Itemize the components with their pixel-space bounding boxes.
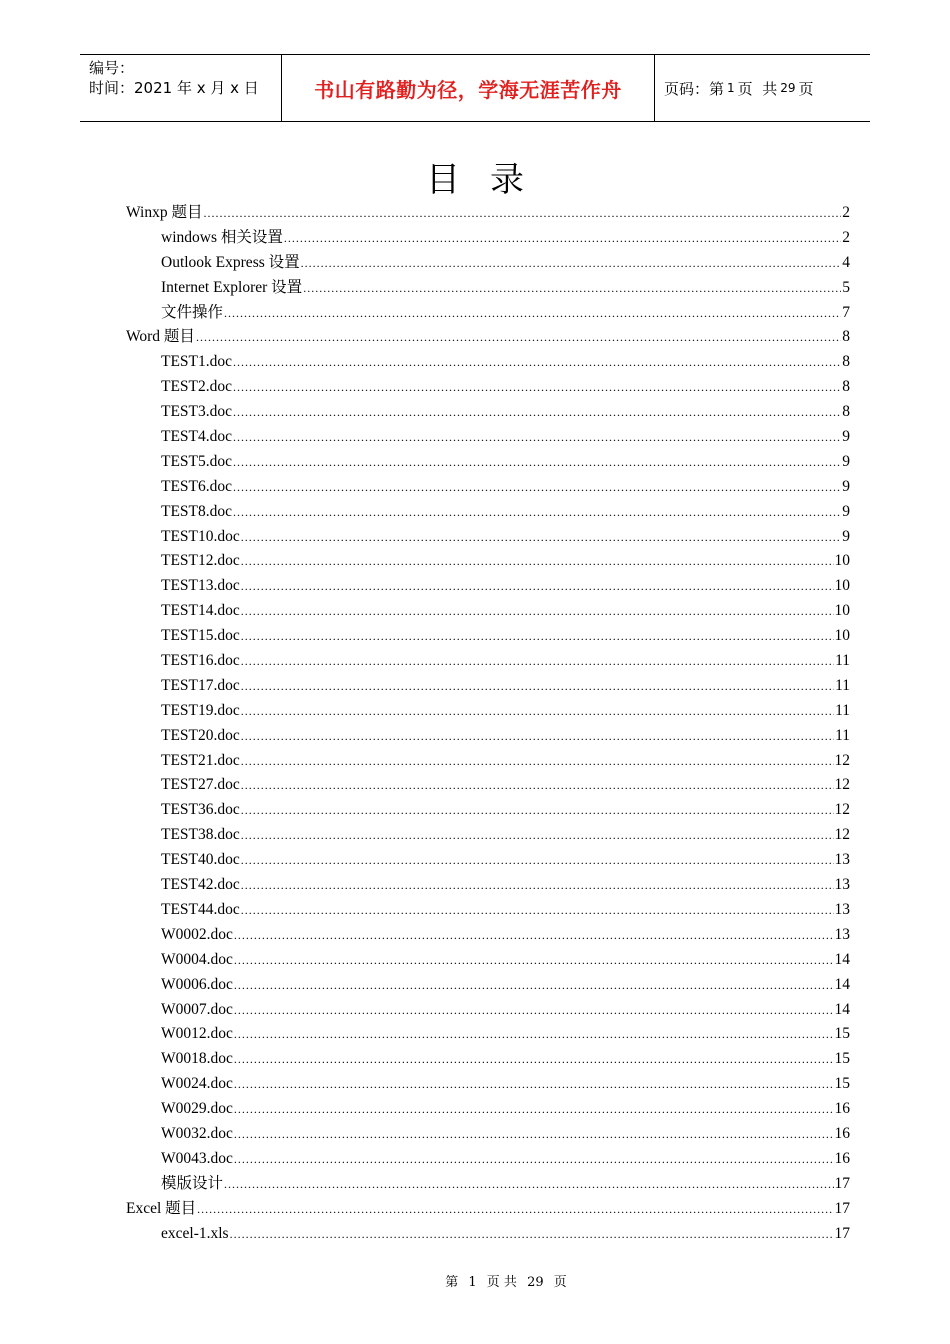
- toc-entry[interactable]: [126, 301, 850, 326]
- toc-entry-label: W0043.doc: [161, 1149, 233, 1167]
- toc-entry-page: 9: [842, 527, 850, 545]
- toc-dot-leader: [233, 425, 841, 450]
- toc-entry-label: W0018.doc: [161, 1050, 233, 1068]
- toc-entry-page: 9: [842, 428, 850, 446]
- date-label: 时间：2021 年 x 月 x 日: [89, 79, 259, 97]
- toc-entry-page: 11: [835, 701, 850, 719]
- toc-entry-page: 2: [842, 228, 850, 246]
- page-prefix: 页码：第: [664, 79, 725, 98]
- toc-entry[interactable]: [126, 674, 850, 699]
- toc-entry-page: 8: [842, 328, 850, 346]
- toc-dot-leader: [241, 873, 834, 898]
- toc-dot-leader: [241, 699, 834, 724]
- toc-entry[interactable]: [126, 325, 850, 350]
- page-total: 29: [780, 81, 796, 95]
- toc-entry-page: 9: [842, 502, 850, 520]
- toc-dot-leader: [241, 549, 834, 574]
- toc-dot-leader: [233, 475, 841, 500]
- toc-entry-label: TEST8.doc: [161, 502, 233, 520]
- toc-dot-leader: [234, 1047, 834, 1072]
- toc-dot-leader: [230, 1222, 834, 1247]
- page-footer: [0, 1271, 950, 1290]
- toc-dot-leader: [234, 998, 834, 1023]
- toc-dot-leader: [197, 1197, 833, 1222]
- toc-entry[interactable]: [126, 1122, 850, 1147]
- toc-entry-label: 模版设计: [161, 1174, 224, 1192]
- toc-entry-label: TEST10.doc: [161, 527, 240, 545]
- toc-dot-leader: [241, 848, 834, 873]
- toc-dot-leader: [234, 1022, 834, 1047]
- toc-entry[interactable]: [126, 1222, 850, 1247]
- toc-entry-label: TEST4.doc: [161, 428, 233, 446]
- toc-entry-label: TEST14.doc: [161, 602, 240, 620]
- toc-dot-leader: [233, 375, 841, 400]
- toc-entry-label: W0006.doc: [161, 975, 233, 993]
- toc-dot-leader: [241, 749, 834, 774]
- toc-entry-label: Outlook Express 设置: [161, 253, 300, 271]
- footer-mid: 页 共: [486, 1275, 517, 1290]
- toc-entry[interactable]: [126, 898, 850, 923]
- toc-entry-label: Word 题目: [126, 328, 195, 346]
- toc-entry-label: TEST15.doc: [161, 627, 240, 645]
- toc-entry-page: 14: [834, 975, 850, 993]
- toc-entry[interactable]: [126, 276, 850, 301]
- footer-current: 1: [468, 1275, 477, 1290]
- toc-entry-label: TEST3.doc: [161, 403, 233, 421]
- toc-entry-label: W0012.doc: [161, 1025, 233, 1043]
- toc-entry-label: windows 相关设置: [161, 228, 283, 246]
- toc-entry-label: W0032.doc: [161, 1124, 233, 1142]
- toc-entry-label: W0004.doc: [161, 950, 233, 968]
- toc-entry-label: TEST13.doc: [161, 577, 240, 595]
- toc-entry-label: W0007.doc: [161, 1000, 233, 1018]
- toc-entry-label: W0024.doc: [161, 1075, 233, 1093]
- toc-entry[interactable]: [126, 724, 850, 749]
- toc-entry-page: 4: [842, 253, 850, 271]
- toc-entry[interactable]: [126, 973, 850, 998]
- toc-entry-label: TEST38.doc: [161, 826, 240, 844]
- toc-entry[interactable]: [126, 500, 850, 525]
- toc-entry-page: 11: [835, 652, 850, 670]
- toc-dot-leader: [241, 823, 834, 848]
- toc-dot-leader: [241, 624, 834, 649]
- toc-entry-page: 10: [834, 577, 850, 595]
- toc-entry-page: 12: [834, 751, 850, 769]
- toc-entry-label: TEST40.doc: [161, 851, 240, 869]
- toc-entry-page: 12: [834, 826, 850, 844]
- toc-entry[interactable]: [126, 1172, 850, 1197]
- toc-entry-page: 12: [834, 801, 850, 819]
- toc-dot-leader: [233, 350, 841, 375]
- toc-entry-page: 13: [834, 876, 850, 894]
- toc-entry-page: 17: [834, 1174, 850, 1192]
- table-of-contents: [126, 201, 850, 1246]
- page-suffix: 页: [798, 79, 814, 98]
- toc-entry-label: excel-1.xls: [161, 1224, 229, 1242]
- toc-entry[interactable]: [126, 773, 850, 798]
- footer-total: 29: [527, 1275, 544, 1290]
- toc-entry-page: 2: [842, 204, 850, 221]
- toc-dot-leader: [234, 923, 834, 948]
- toc-dot-leader: [241, 674, 834, 699]
- toc-entry[interactable]: [126, 998, 850, 1023]
- toc-entry-label: TEST5.doc: [161, 452, 233, 470]
- toc-entry-page: 16: [834, 1124, 850, 1142]
- header-page-info: [655, 55, 870, 121]
- toc-dot-leader: [301, 251, 842, 276]
- toc-entry-label: Excel 题目: [126, 1199, 197, 1217]
- toc-entry-page: 10: [834, 602, 850, 620]
- toc-entry-page: 10: [834, 627, 850, 645]
- toc-entry[interactable]: [126, 923, 850, 948]
- serial-label: 编号：: [89, 59, 135, 77]
- toc-entry-page: 11: [835, 726, 850, 744]
- header-motto-cell: [281, 55, 655, 121]
- toc-entry-label: Internet Explorer 设置: [161, 278, 303, 296]
- toc-dot-leader: [234, 1097, 834, 1122]
- toc-entry[interactable]: [126, 475, 850, 500]
- toc-entry-page: 5: [842, 278, 850, 296]
- toc-dot-leader: [241, 724, 834, 749]
- toc-entry[interactable]: [126, 1047, 850, 1072]
- toc-dot-leader: [241, 599, 834, 624]
- toc-entry-page: 14: [834, 1000, 850, 1018]
- toc-dot-leader: [234, 973, 834, 998]
- toc-entry-page: 7: [842, 303, 850, 321]
- toc-dot-leader: [224, 301, 841, 326]
- page-mid: 页 共: [737, 79, 778, 98]
- toc-entry-page: 11: [835, 676, 850, 694]
- toc-dot-leader: [233, 400, 841, 425]
- toc-entry[interactable]: [126, 1197, 850, 1222]
- toc-entry-page: 14: [834, 950, 850, 968]
- toc-entry[interactable]: [126, 823, 850, 848]
- toc-entry-page: 17: [834, 1199, 850, 1217]
- toc-entry[interactable]: [126, 450, 850, 475]
- toc-entry-label: TEST36.doc: [161, 801, 240, 819]
- toc-dot-leader: [233, 500, 841, 525]
- toc-entry-page: 12: [834, 776, 850, 794]
- toc-dot-leader: [234, 1072, 834, 1097]
- page-header: [80, 54, 870, 122]
- toc-dot-leader: [234, 948, 834, 973]
- toc-entry-label: Winxp 题目: [126, 204, 203, 221]
- toc-dot-leader: [234, 1122, 834, 1147]
- footer-prefix: 第: [445, 1275, 459, 1290]
- toc-dot-leader: [241, 649, 834, 674]
- toc-entry-page: 16: [834, 1100, 850, 1118]
- footer-suffix: 页: [553, 1275, 567, 1290]
- toc-entry-page: 15: [834, 1050, 850, 1068]
- header-meta: [80, 55, 281, 121]
- toc-entry[interactable]: [126, 798, 850, 823]
- toc-dot-leader: [196, 325, 841, 350]
- toc-entry[interactable]: [126, 525, 850, 550]
- toc-dot-leader: [203, 201, 841, 226]
- toc-entry[interactable]: [126, 201, 850, 226]
- toc-entry[interactable]: [126, 848, 850, 873]
- toc-entry[interactable]: [126, 948, 850, 973]
- toc-entry[interactable]: [126, 1022, 850, 1047]
- toc-dot-leader: [284, 226, 841, 251]
- toc-dot-leader: [241, 773, 834, 798]
- toc-entry[interactable]: [126, 251, 850, 276]
- toc-entry[interactable]: [126, 375, 850, 400]
- toc-entry-label: TEST44.doc: [161, 900, 240, 918]
- toc-entry[interactable]: [126, 425, 850, 450]
- toc-entry-page: 15: [834, 1025, 850, 1043]
- toc-entry-label: TEST17.doc: [161, 676, 240, 694]
- toc-entry[interactable]: [126, 226, 850, 251]
- toc-entry-label: TEST2.doc: [161, 378, 233, 396]
- toc-entry-page: 9: [842, 477, 850, 495]
- toc-dot-leader: [224, 1172, 833, 1197]
- toc-entry-label: TEST42.doc: [161, 876, 240, 894]
- toc-entry-page: 9: [842, 452, 850, 470]
- toc-entry-label: W0029.doc: [161, 1100, 233, 1118]
- toc-dot-leader: [233, 450, 841, 475]
- toc-entry[interactable]: [126, 1147, 850, 1172]
- toc-entry-page: 17: [834, 1224, 850, 1242]
- toc-entry[interactable]: [126, 350, 850, 375]
- toc-entry[interactable]: [126, 873, 850, 898]
- toc-entry[interactable]: [126, 624, 850, 649]
- toc-entry[interactable]: [126, 1097, 850, 1122]
- toc-entry-label: W0002.doc: [161, 925, 233, 943]
- toc-entry-page: 13: [834, 925, 850, 943]
- toc-entry-label: TEST27.doc: [161, 776, 240, 794]
- toc-entry[interactable]: [126, 574, 850, 599]
- header-motto: 书山有路勤为径，学海无涯苦作舟: [314, 77, 622, 102]
- toc-entry-page: 13: [834, 851, 850, 869]
- toc-entry-label: TEST16.doc: [161, 652, 240, 670]
- toc-entry-label: TEST1.doc: [161, 353, 233, 371]
- toc-entry-page: 10: [834, 552, 850, 570]
- toc-entry[interactable]: [126, 1072, 850, 1097]
- toc-entry[interactable]: [126, 649, 850, 674]
- toc-dot-leader: [241, 574, 834, 599]
- toc-entry[interactable]: [126, 599, 850, 624]
- toc-entry-page: 8: [842, 378, 850, 396]
- page-current: 1: [727, 81, 735, 95]
- toc-entry[interactable]: [126, 749, 850, 774]
- toc-entry-page: 8: [842, 403, 850, 421]
- toc-entry-page: 8: [842, 353, 850, 371]
- toc-entry[interactable]: [126, 699, 850, 724]
- toc-entry[interactable]: [126, 400, 850, 425]
- toc-entry[interactable]: [126, 549, 850, 574]
- toc-entry-label: TEST20.doc: [161, 726, 240, 744]
- toc-entry-label: TEST6.doc: [161, 477, 233, 495]
- toc-entry-page: 15: [834, 1075, 850, 1093]
- toc-entry-label: TEST19.doc: [161, 701, 240, 719]
- toc-entry-label: TEST12.doc: [161, 552, 240, 570]
- toc-dot-leader: [303, 276, 841, 301]
- toc-dot-leader: [241, 898, 834, 923]
- toc-title: 目录: [426, 160, 554, 200]
- toc-entry-label: 文件操作: [161, 303, 224, 321]
- toc-dot-leader: [241, 525, 841, 550]
- toc-entry-page: 13: [834, 900, 850, 918]
- toc-dot-leader: [234, 1147, 834, 1172]
- toc-entry-label: TEST21.doc: [161, 751, 240, 769]
- toc-dot-leader: [241, 798, 834, 823]
- toc-entry-page: 16: [834, 1149, 850, 1167]
